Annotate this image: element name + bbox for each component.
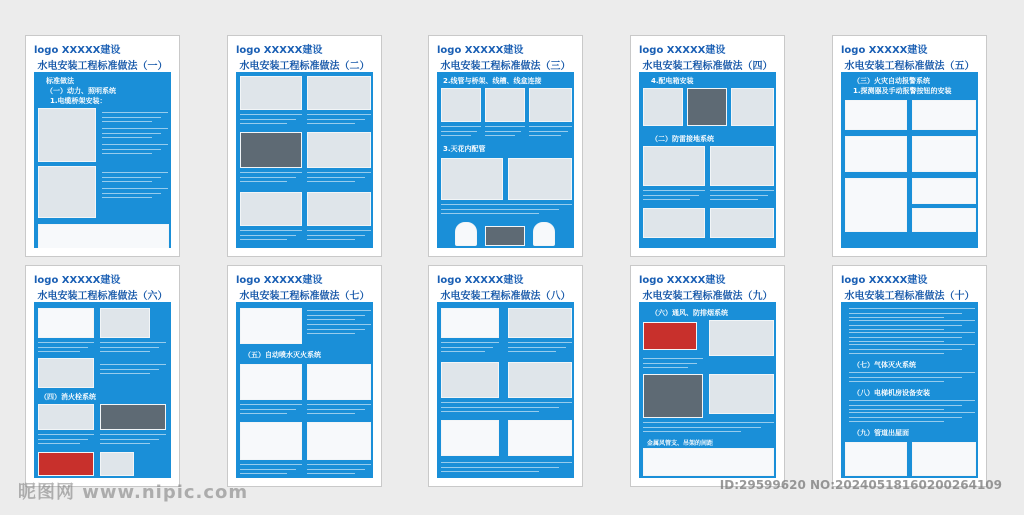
text-lines [102,188,168,199]
drawing-block [845,136,907,172]
board-title: 水电安装工程标准做法（七） [239,291,370,302]
photo-block [307,364,371,400]
photo-block [709,320,774,356]
board-panel [236,302,373,478]
photo-block [240,192,302,226]
board-logo: logo XXXXX建设 [236,275,323,286]
photo-block [441,88,481,122]
text-lines [240,464,302,475]
drawing-block [912,208,976,232]
board-panel [437,72,574,248]
photo-block [240,76,302,110]
board-1 [25,35,180,257]
photo-block [643,88,683,126]
text-lines [485,126,525,137]
drawing-block [912,100,976,130]
photo-block [307,192,371,226]
board-panel [841,72,978,248]
text-lines [307,464,371,475]
section-heading: （四）消火栓系统 [40,393,96,401]
photo-block [38,108,96,162]
board-panel [34,72,171,248]
board-title: 水电安装工程标准做法（三） [440,61,571,72]
text-lines [100,342,166,353]
photo-block [529,88,572,122]
text-lines [102,144,168,155]
photo-block [100,308,150,338]
board-title: 水电安装工程标准做法（二） [239,61,370,72]
photo-block [100,404,166,430]
photo-block [38,308,94,338]
board-logo: logo XXXXX建设 [639,45,726,56]
text-lines [849,344,975,355]
text-lines [100,364,166,375]
photo-block [508,362,572,398]
text-lines [307,324,371,335]
photo-block [240,308,302,344]
photo-block [38,452,94,476]
photo-block [307,76,371,110]
board-8 [428,265,583,487]
text-lines [849,308,975,319]
text-lines [38,342,94,353]
section-heading: （二）防雷接地系统 [651,135,714,143]
text-lines [441,126,481,137]
text-lines [102,112,168,123]
section-heading: （一）动力、照明系统 [46,87,116,95]
board-5 [832,35,987,257]
photo-block [100,452,134,476]
computer-figure [485,226,525,246]
board-logo: logo XXXXX建设 [639,275,726,286]
board-panel [841,302,978,478]
text-lines [38,434,94,445]
text-lines [508,342,572,353]
section-heading: （七）气体灭火系统 [853,361,916,369]
text-lines [307,172,371,183]
photo-block [441,158,503,200]
photo-block [240,364,302,400]
board-title: 水电安装工程标准做法（一） [37,61,168,72]
text-lines [849,332,975,343]
worker-figure [455,222,477,246]
drawing-block [845,178,907,232]
section-heading: 金属风管支、吊架的间距 [647,440,714,447]
text-lines [441,342,499,353]
photo-block [240,422,302,460]
text-lines [307,230,371,241]
text-lines [240,172,302,183]
photo-block [731,88,774,126]
photo-block [643,208,705,238]
section-heading: 1.探测器及手动报警按钮的安装 [853,87,952,95]
section-heading: （九）管道出屋面 [853,429,909,437]
photo-block [709,374,774,414]
board-title: 水电安装工程标准做法（六） [37,291,168,302]
drawing-block [845,100,907,130]
board-logo: logo XXXXX建设 [236,45,323,56]
text-lines [102,128,168,139]
board-panel [639,72,776,248]
board-title: 水电安装工程标准做法（四） [642,61,773,72]
text-lines [441,204,572,215]
photo-block [441,308,499,338]
board-logo: logo XXXXX建设 [437,45,524,56]
photo-block [710,208,774,238]
photo-block [240,132,302,168]
photo-block [508,158,572,200]
board-6 [25,265,180,487]
board-panel [236,72,373,248]
photo-block [643,322,697,350]
section-heading: 标准做法 [46,77,74,85]
text-lines [849,400,975,411]
watermark-id: ID:29599620 NO:20240518160200264109 [719,478,1002,492]
text-lines [529,126,572,137]
photo-block [845,442,907,476]
text-lines [849,372,975,383]
spec-table [38,224,169,248]
photo-block [38,358,94,388]
text-lines [240,404,302,415]
section-heading: 2.线管与桥架、线槽、线盒连接 [443,77,542,85]
text-lines [643,358,703,369]
drawing-block [912,136,976,172]
section-heading: （五）自动喷水灭火系统 [244,351,321,359]
photo-block [38,404,94,430]
board-logo: logo XXXXX建设 [437,275,524,286]
photo-block [643,146,705,186]
photo-block [485,88,525,122]
section-heading: （三）火灾自动报警系统 [853,77,930,85]
text-lines [307,310,371,321]
board-9 [630,265,785,487]
text-lines [307,404,371,415]
spec-table [441,420,499,456]
board-3 [428,35,583,257]
board-logo: logo XXXXX建设 [34,45,121,56]
photo-block [710,146,774,186]
photo-block [441,362,499,398]
board-10 [832,265,987,487]
board-title: 水电安装工程标准做法（九） [642,291,773,302]
board-4 [630,35,785,257]
text-lines [710,190,774,201]
text-lines [240,230,302,241]
watermark-site: 昵图网 www.nipic.com [18,482,249,503]
board-title: 水电安装工程标准做法（八） [440,291,571,302]
board-logo: logo XXXXX建设 [34,275,121,286]
text-lines [307,114,371,125]
board-title: 水电安装工程标准做法（五） [844,61,975,72]
board-panel [34,302,171,478]
photo-block [307,132,371,168]
section-heading: （六）通风、防排烟系统 [651,309,728,317]
photo-block [687,88,727,126]
board-2 [227,35,382,257]
text-lines [643,190,705,201]
text-lines [849,320,975,331]
text-lines [100,434,166,445]
board-panel [437,302,574,478]
section-heading: （八）电梯机房设备安装 [853,389,930,397]
photo-block [643,374,703,418]
text-lines [643,422,774,433]
photo-block [38,166,96,218]
board-title: 水电安装工程标准做法（十） [844,291,975,302]
text-lines [102,172,168,183]
text-lines [441,462,572,473]
text-lines [441,402,572,413]
board-logo: logo XXXXX建设 [841,45,928,56]
drawing-block [912,178,976,204]
section-heading: 1.电缆桥架安装： [50,97,107,105]
worker-figure [533,222,555,246]
photo-block [912,442,976,476]
section-heading: 4.配电箱安装 [651,77,694,85]
section-heading: 3.天花内配管 [443,145,486,153]
board-logo: logo XXXXX建设 [841,275,928,286]
text-lines [849,412,975,423]
spec-table [643,448,774,476]
photo-block [307,422,371,460]
drawing-block [508,420,572,456]
photo-block [508,308,572,338]
text-lines [240,114,302,125]
board-panel [639,302,776,478]
board-7 [227,265,382,487]
